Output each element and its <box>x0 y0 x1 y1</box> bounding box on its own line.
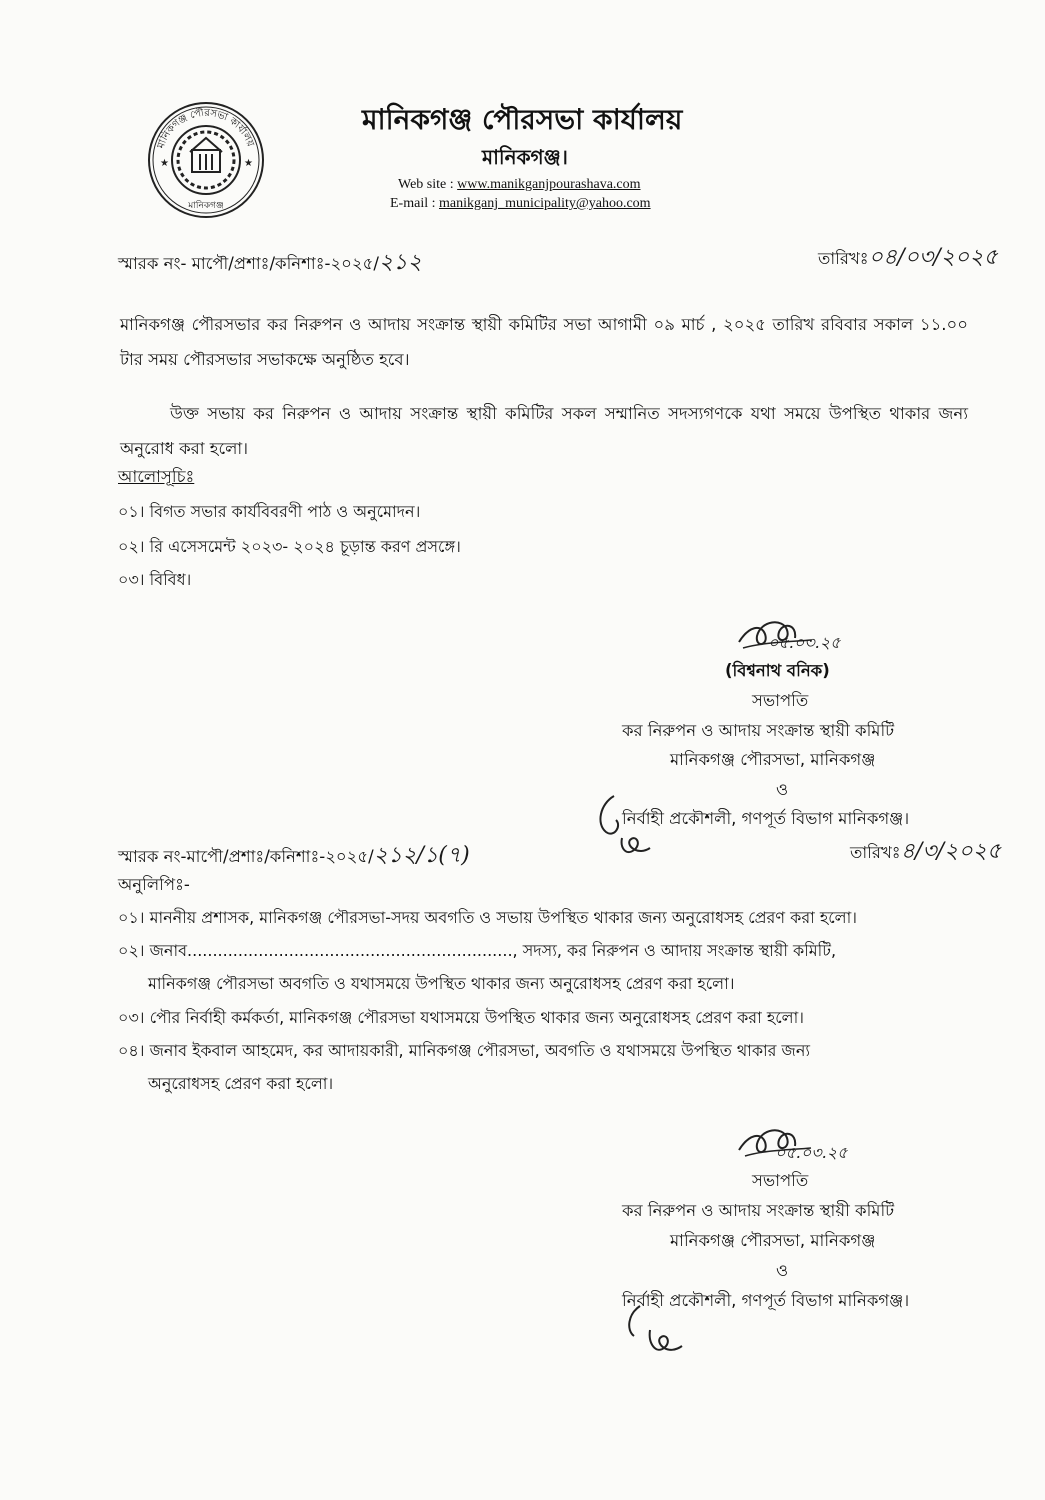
copy-list-title: অনুলিপিঃ- <box>118 875 190 894</box>
copy-memo-reference-number: ২১২/১(৭) <box>373 843 470 868</box>
website-label: Web site : <box>398 177 454 192</box>
meeting-notice-paragraph: মানিকগঞ্জ পৌরসভার কর নিরুপন ও আদায় সংক্রান্ত স্থায়ী কমিটির সভা আগামী ০৯ মার্চ , ২০২৫ তারিখ রবিবার সকাল ১১.০০ টার সময় পৌরসভার সভাকক্ষে অনুষ্ঠিত হবে। <box>120 315 968 369</box>
copy-list-item: অনুরোধসহ প্রেরণ করা হলো। <box>148 1074 334 1093</box>
engineer-designation: নির্বাহী প্রকৌশলী, গণপূর্ত বিভাগ মানিকগঞ্জ। <box>622 809 910 828</box>
office-title: মানিকগঞ্জ পৌরসভা কার্যালয় <box>362 103 683 136</box>
office-location: মানিকগঞ্জ। <box>482 145 568 169</box>
memo-date-label: তারিখঃ <box>818 249 869 268</box>
agenda-item: ০৩। বিবিধ। <box>118 570 192 589</box>
engineer-2-designation: নির্বাহী প্রকৌশলী, গণপূর্ত বিভাগ মানিকগঞ্জ। <box>622 1291 910 1310</box>
email-label: E-mail : <box>390 196 436 211</box>
signatory-designation: সভাপতি <box>752 691 809 710</box>
copy-list-item: ০১। মাননীয় প্রশাসক, মানিকগঞ্জ পৌরসভা-সদয় অবগতি ও সভায় উপস্থিত থাকার জন্য অনুরোধসহ প্রেরণ করা হলো। <box>118 908 857 927</box>
memo-reference-number: ২১২ <box>378 250 422 275</box>
signatory-2-org: মানিকগঞ্জ পৌরসভা, মানিকগঞ্জ <box>670 1231 876 1250</box>
website-line <box>398 177 641 193</box>
signature-2-date: ০৫.০৩.২৫ <box>775 1143 848 1162</box>
agenda-item: ০১। বিগত সভার কার্যবিবরণী পাঠ ও অনুমোদন। <box>118 502 421 521</box>
copy-list-item: মানিকগঞ্জ পৌরসভা অবগতি ও যথাসময়ে উপস্থিত থাকার জন্য অনুরোধসহ প্রেরণ করা হলো। <box>148 974 735 993</box>
signatory-committee: কর নিরুপন ও আদায় সংক্রান্ত স্থায়ী কমিটি <box>622 721 895 740</box>
signatory-2-designation: সভাপতি <box>752 1171 809 1190</box>
memo-date <box>818 240 998 277</box>
municipality-seal-icon <box>146 100 266 220</box>
email-link[interactable]: manikganj_municipality@yahoo.com <box>439 196 651 211</box>
copy-list-item: ০৪। জনাব ইকবাল আহমেদ, কর আদায়কারী, মানিকগঞ্জ পৌরসভা, অবগতি ও যথাসময়ে উপস্থিত থাকার জন্য <box>118 1041 811 1060</box>
engineer-signature-2-icon <box>620 1300 700 1370</box>
memo-reference <box>118 245 422 282</box>
attendance-request-paragraph: উক্ত সভায় কর নিরুপন ও আদায় সংক্রান্ত স্থায়ী কমিটির সকল সম্মানিত সদস্যগণকে যথা সময়ে উপস্থিত থাকার জন্য অনুরোধ করা হলো। <box>120 404 968 458</box>
signature-date: ০৫.০৩.২৫ <box>768 633 841 652</box>
copy-memo-date-label: তারিখঃ <box>850 843 901 862</box>
copy-list-item: ০২। জনাব................................................................, সদস্য, কর নিরুপন ও আদায় সংক্রান্ত স্থায়ী কমিটি, <box>118 941 837 960</box>
copy-memo-date-value: ৪/৩/২০২৫ <box>900 839 1002 864</box>
agenda-item: ০২। রি এসেসমেন্ট ২০২৩- ২০২৪ চূড়ান্ত করণ প্রসঙ্গে। <box>118 537 461 556</box>
copy-list-item: ০৩। পৌর নির্বাহী কর্মকর্তা, মানিকগঞ্জ পৌরসভা যথাসময়ে উপস্থিত থাকার জন্য অনুরোধসহ প্রেরণ করা হলো। <box>118 1008 804 1027</box>
signatory-name: (বিশ্বনাথ বনিক) <box>725 661 830 680</box>
signatory-and: ও <box>776 780 789 799</box>
memo-reference-prefix: স্মারক নং- মাপৌ/প্রশাঃ/কনিশাঃ-২০২৫/ <box>118 254 379 273</box>
signatory-2-committee: কর নিরুপন ও আদায় সংক্রান্ত স্থায়ী কমিটি <box>622 1201 895 1220</box>
engineer-signature-icon <box>590 790 670 870</box>
svg-text:★: ★ <box>244 158 253 169</box>
signatory-2-and: ও <box>776 1261 789 1280</box>
memo-date-value: ০৪/০৩/২০২৫ <box>868 245 998 270</box>
copy-memo-reference <box>118 838 470 875</box>
copy-memo-date <box>850 834 1001 871</box>
agenda-title: আলোসূচিঃ <box>118 467 195 486</box>
svg-text:★: ★ <box>160 158 169 169</box>
svg-text:মানিকগঞ্জ পৌরসভা কার্যালয়: মানিকগঞ্জ পৌরসভা কার্যালয় <box>155 107 256 151</box>
website-link[interactable]: www.manikganjpourashava.com <box>457 177 641 192</box>
signatory-org: মানিকগঞ্জ পৌরসভা, মানিকগঞ্জ <box>670 750 876 769</box>
copy-memo-reference-prefix: স্মারক নং-মাপৌ/প্রশাঃ/কনিশাঃ-২০২৫/ <box>118 847 374 866</box>
email-line <box>390 196 651 212</box>
svg-text:মানিকগঞ্জ: মানিকগঞ্জ <box>188 201 224 211</box>
